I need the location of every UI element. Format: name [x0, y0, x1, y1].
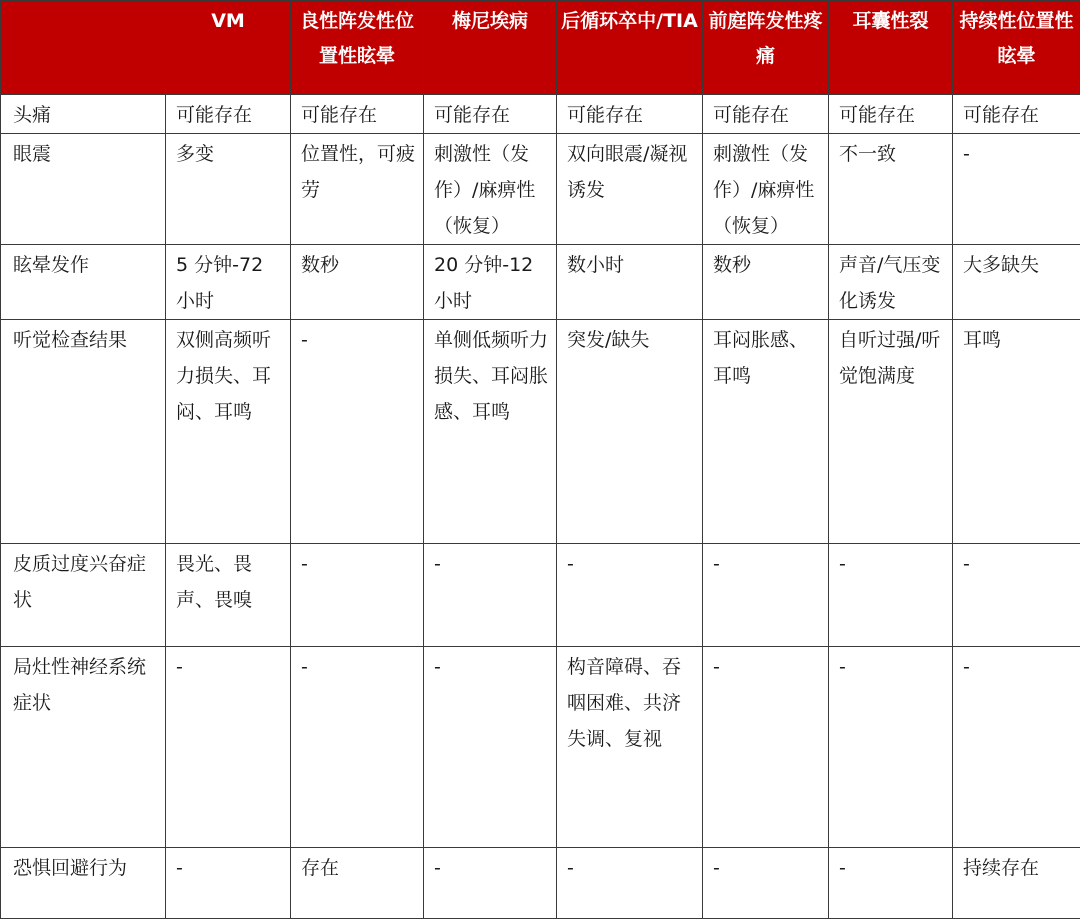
table-cell: 耳闷胀感、耳鸣 [703, 320, 829, 544]
table-cell: - [829, 544, 953, 647]
table-cell: 20 分钟-12 小时 [424, 245, 557, 320]
table-cell: 双侧高频听力损失、耳闷、耳鸣 [166, 320, 291, 544]
table-cell: 可能存在 [703, 95, 829, 134]
header-vestibular-paroxysmia: 前庭阵发性疼痛 [703, 1, 829, 95]
header-bppv: 良性阵发性位置性眩晕 [291, 1, 424, 95]
table-cell: - [703, 647, 829, 848]
table-cell: - [424, 544, 557, 647]
table-cell: 可能存在 [291, 95, 424, 134]
table-cell: 可能存在 [829, 95, 953, 134]
header-otic-capsule-dehiscence: 耳囊性裂 [829, 1, 953, 95]
table-cell: 自听过强/听觉饱满度 [829, 320, 953, 544]
table-cell: - [424, 848, 557, 919]
table-cell: 持续存在 [953, 848, 1080, 919]
table-row-vertigo-attacks [1, 245, 1080, 320]
table-cell: 大多缺失 [953, 245, 1080, 320]
table-cell: - [166, 647, 291, 848]
table-row-nystagmus [1, 134, 1080, 245]
table-cell: 数秒 [291, 245, 424, 320]
table-cell: 多变 [166, 134, 291, 245]
table-cell: - [829, 848, 953, 919]
row-label-nystagmus: 眼震 [1, 134, 166, 245]
table-cell: 畏光、畏声、畏嗅 [166, 544, 291, 647]
table-row-fear-avoidance [1, 848, 1080, 919]
table-row-audiometry [1, 320, 1080, 544]
table-cell: 双向眼震/凝视诱发 [557, 134, 703, 245]
table-cell: - [291, 647, 424, 848]
table-cell: 单侧低频听力损失、耳闷胀感、耳鸣 [424, 320, 557, 544]
table-cell: 刺激性（发作）/麻痹性（恢复） [424, 134, 557, 245]
header-persistent-positional-vertigo: 持续性位置性眩晕 [953, 1, 1080, 95]
table-cell: 不一致 [829, 134, 953, 245]
table-cell: - [703, 544, 829, 647]
table-cell: - [557, 848, 703, 919]
row-label-cortical-hyperexcitability: 皮质过度兴奋症状 [1, 544, 166, 647]
table-cell: 可能存在 [953, 95, 1080, 134]
table-cell: 数秒 [703, 245, 829, 320]
table-row-focal-neurologic [1, 647, 1080, 848]
table-cell: 声音/气压变化诱发 [829, 245, 953, 320]
table-cell: 可能存在 [166, 95, 291, 134]
table-cell: 5 分钟-72 小时 [166, 245, 291, 320]
row-label-vertigo-attacks: 眩晕发作 [1, 245, 166, 320]
table-cell: 构音障碍、吞咽困难、共济失调、复视 [557, 647, 703, 848]
row-label-audiometry: 听觉检查结果 [1, 320, 166, 544]
row-label-fear-avoidance: 恐惧回避行为 [1, 848, 166, 919]
header-posterior-stroke-tia: 后循环卒中/TIA [557, 1, 703, 95]
row-label-focal-neurologic: 局灶性神经系统症状 [1, 647, 166, 848]
table-cell: - [829, 647, 953, 848]
table-cell: - [953, 544, 1080, 647]
table-cell: 刺激性（发作）/麻痹性（恢复） [703, 134, 829, 245]
table-cell: 可能存在 [424, 95, 557, 134]
table-cell: - [291, 544, 424, 647]
header-row [1, 1, 1080, 95]
table-cell: - [703, 848, 829, 919]
table-cell: - [166, 848, 291, 919]
table-cell: 突发/缺失 [557, 320, 703, 544]
header-vm: VM [166, 1, 291, 95]
table-cell: 耳鸣 [953, 320, 1080, 544]
table-cell: - [953, 134, 1080, 245]
table-cell: 存在 [291, 848, 424, 919]
table-row-headache [1, 95, 1080, 134]
header-corner-cell [1, 1, 166, 95]
table-cell: 数小时 [557, 245, 703, 320]
table-cell: - [424, 647, 557, 848]
table-cell: - [557, 544, 703, 647]
header-menieres: 梅尼埃病 [424, 1, 557, 95]
table-row-cortical-hyperexcitability [1, 544, 1080, 647]
table-cell: - [953, 647, 1080, 848]
table-cell: 可能存在 [557, 95, 703, 134]
table-cell: 位置性，可疲劳 [291, 134, 424, 245]
row-label-headache: 头痛 [1, 95, 166, 134]
table-cell: - [291, 320, 424, 544]
